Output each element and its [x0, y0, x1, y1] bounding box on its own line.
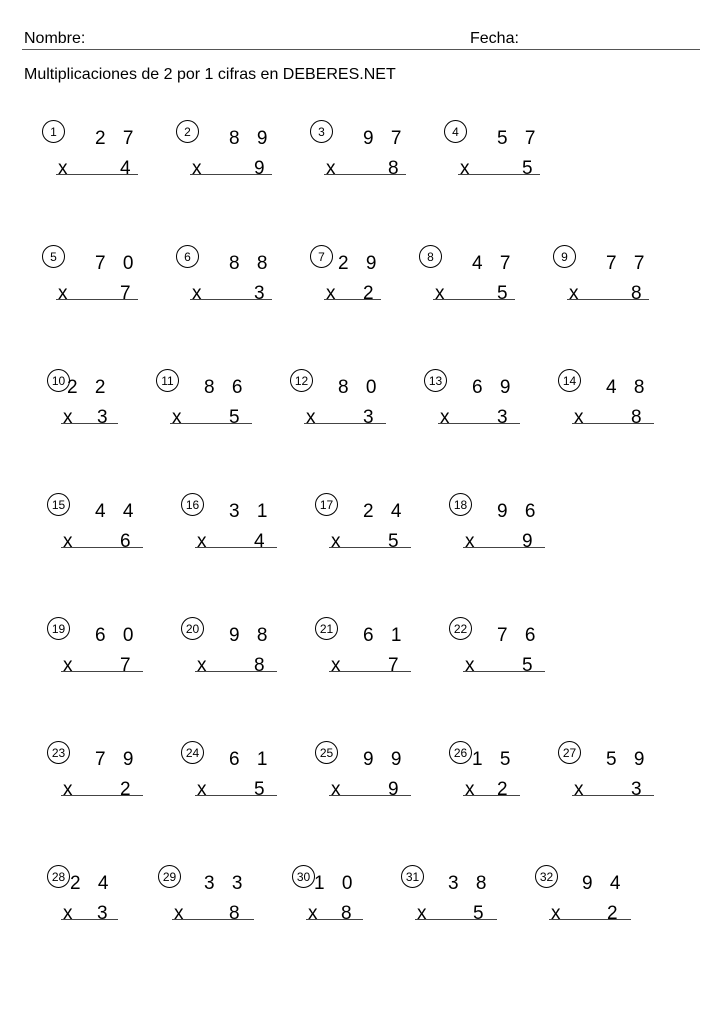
problem-30	[292, 865, 402, 935]
answer-underline	[195, 795, 277, 796]
problem-17	[315, 493, 425, 563]
multiply-sign: x	[331, 531, 347, 552]
multiply-sign: x	[331, 655, 347, 676]
multiplier: 4	[120, 158, 137, 179]
worksheet-title: Multiplicaciones de 2 por 1 cifras en DEBERES.NET	[24, 66, 396, 83]
multiplier: 4	[254, 531, 271, 552]
problem-number-badge: 10	[47, 369, 70, 392]
multiplicand: 4 7	[472, 253, 517, 274]
multiplicand: 6 1	[229, 749, 274, 770]
multiply-sign: x	[63, 655, 79, 676]
problem-number-badge: 4	[444, 120, 467, 143]
problem-2	[176, 120, 286, 190]
answer-underline	[172, 919, 254, 920]
problem-27	[558, 741, 668, 811]
answer-underline	[567, 299, 649, 300]
multiply-sign: x	[326, 283, 342, 304]
multiplier: 9	[388, 779, 405, 800]
multiply-sign: x	[308, 903, 324, 924]
multiply-sign: x	[197, 531, 213, 552]
multiplier: 3	[97, 903, 114, 924]
multiplicand: 2 7	[95, 128, 140, 149]
answer-underline	[56, 174, 138, 175]
problem-14	[558, 369, 668, 439]
multiply-sign: x	[197, 655, 213, 676]
multiplicand: 7 0	[95, 253, 140, 274]
problem-number-badge: 19	[47, 617, 70, 640]
problem-number-badge: 6	[176, 245, 199, 268]
multiplicand: 8 0	[338, 377, 383, 398]
multiply-sign: x	[326, 158, 342, 179]
answer-underline	[170, 423, 252, 424]
answer-underline	[329, 795, 411, 796]
problem-9	[553, 245, 663, 315]
answer-underline	[329, 671, 411, 672]
multiplier: 6	[120, 531, 137, 552]
multiplicand: 6 0	[95, 625, 140, 646]
multiplier: 8	[341, 903, 358, 924]
problem-number-badge: 32	[535, 865, 558, 888]
multiplier: 7	[388, 655, 405, 676]
multiplier: 8	[388, 158, 405, 179]
problem-number-badge: 26	[449, 741, 472, 764]
problem-20	[181, 617, 291, 687]
multiplier: 8	[254, 655, 271, 676]
problem-number-badge: 5	[42, 245, 65, 268]
problem-number-badge: 14	[558, 369, 581, 392]
problem-number-badge: 22	[449, 617, 472, 640]
answer-underline	[61, 795, 143, 796]
problem-number-badge: 28	[47, 865, 70, 888]
problem-6	[176, 245, 286, 315]
problem-7	[310, 245, 420, 315]
multiply-sign: x	[465, 655, 481, 676]
answer-underline	[195, 671, 277, 672]
problem-number-badge: 2	[176, 120, 199, 143]
multiplicand: 7 6	[497, 625, 542, 646]
multiply-sign: x	[569, 283, 585, 304]
problem-23	[47, 741, 157, 811]
problem-number-badge: 3	[310, 120, 333, 143]
multiplicand: 8 9	[229, 128, 274, 149]
multiplicand: 9 7	[363, 128, 408, 149]
answer-underline	[190, 299, 272, 300]
problem-number-badge: 12	[290, 369, 313, 392]
multiply-sign: x	[440, 407, 456, 428]
problem-10	[47, 369, 157, 439]
multiply-sign: x	[192, 158, 208, 179]
nombre-label: Nombre:	[24, 30, 86, 47]
multiplicand: 8 8	[229, 253, 274, 274]
multiplicand: 9 9	[363, 749, 408, 770]
multiply-sign: x	[192, 283, 208, 304]
problem-11	[156, 369, 266, 439]
answer-underline	[195, 547, 277, 548]
multiply-sign: x	[63, 531, 79, 552]
multiplicand: 3 8	[448, 873, 493, 894]
answer-underline	[324, 174, 406, 175]
multiply-sign: x	[58, 283, 74, 304]
multiplier: 8	[229, 903, 246, 924]
problem-16	[181, 493, 291, 563]
answer-underline	[463, 671, 545, 672]
multiplicand: 9 8	[229, 625, 274, 646]
multiplicand: 4 4	[95, 501, 140, 522]
multiply-sign: x	[174, 903, 190, 924]
problem-29	[158, 865, 268, 935]
problem-number-badge: 23	[47, 741, 70, 764]
multiplicand: 2 4	[363, 501, 408, 522]
answer-underline	[61, 671, 143, 672]
problem-number-badge: 11	[156, 369, 179, 392]
multiplicand: 2 2	[67, 377, 112, 398]
answer-underline	[190, 174, 272, 175]
multiplier: 3	[631, 779, 648, 800]
answer-underline	[324, 299, 381, 300]
problem-12	[290, 369, 400, 439]
multiplier: 5	[522, 158, 539, 179]
multiplier: 2	[363, 283, 380, 304]
multiplicand: 4 8	[606, 377, 651, 398]
answer-underline	[572, 423, 654, 424]
problem-32	[535, 865, 645, 935]
problem-number-badge: 29	[158, 865, 181, 888]
multiply-sign: x	[435, 283, 451, 304]
answer-underline	[56, 299, 138, 300]
multiplier: 5	[254, 779, 271, 800]
multiplier: 8	[631, 283, 648, 304]
multiply-sign: x	[574, 407, 590, 428]
problem-18	[449, 493, 559, 563]
problem-number-badge: 15	[47, 493, 70, 516]
multiplier: 3	[363, 407, 380, 428]
multiplier: 3	[497, 407, 514, 428]
problem-22	[449, 617, 559, 687]
answer-underline	[61, 423, 118, 424]
problem-21	[315, 617, 425, 687]
answer-underline	[438, 423, 520, 424]
multiplier: 5	[497, 283, 514, 304]
problem-13	[424, 369, 534, 439]
multiply-sign: x	[63, 779, 79, 800]
multiplier: 9	[522, 531, 539, 552]
problem-1	[42, 120, 152, 190]
multiply-sign: x	[460, 158, 476, 179]
problem-31	[401, 865, 511, 935]
multiplicand: 9 4	[582, 873, 627, 894]
multiplier: 3	[97, 407, 114, 428]
multiply-sign: x	[306, 407, 322, 428]
problem-number-badge: 9	[553, 245, 576, 268]
problem-number-badge: 30	[292, 865, 315, 888]
answer-underline	[61, 919, 118, 920]
multiply-sign: x	[465, 531, 481, 552]
problem-number-badge: 7	[310, 245, 333, 268]
problem-number-badge: 8	[419, 245, 442, 268]
multiplicand: 3 1	[229, 501, 274, 522]
problem-number-badge: 17	[315, 493, 338, 516]
problem-8	[419, 245, 529, 315]
problem-24	[181, 741, 291, 811]
problem-5	[42, 245, 152, 315]
multiply-sign: x	[417, 903, 433, 924]
multiplier: 5	[522, 655, 539, 676]
multiplier: 2	[120, 779, 137, 800]
problem-number-badge: 21	[315, 617, 338, 640]
multiplier: 7	[120, 283, 137, 304]
answer-underline	[306, 919, 363, 920]
multiplicand: 5 7	[497, 128, 542, 149]
multiplier: 5	[473, 903, 490, 924]
multiply-sign: x	[63, 407, 79, 428]
multiplicand: 2 9	[338, 253, 383, 274]
multiplicand: 2 4	[70, 873, 115, 894]
problem-number-badge: 13	[424, 369, 447, 392]
answer-underline	[572, 795, 654, 796]
multiply-sign: x	[551, 903, 567, 924]
multiplicand: 5 9	[606, 749, 651, 770]
problem-19	[47, 617, 157, 687]
problem-15	[47, 493, 157, 563]
answer-underline	[61, 547, 143, 548]
problem-number-badge: 24	[181, 741, 204, 764]
multiplier: 5	[388, 531, 405, 552]
problem-number-badge: 27	[558, 741, 581, 764]
multiplicand: 3 3	[204, 873, 249, 894]
problem-28	[47, 865, 157, 935]
multiplier: 9	[254, 158, 271, 179]
multiplicand: 7 7	[606, 253, 651, 274]
multiply-sign: x	[172, 407, 188, 428]
multiply-sign: x	[58, 158, 74, 179]
multiplier: 8	[631, 407, 648, 428]
multiplier: 5	[229, 407, 246, 428]
answer-underline	[458, 174, 540, 175]
multiplicand: 6 9	[472, 377, 517, 398]
problem-3	[310, 120, 420, 190]
multiply-sign: x	[574, 779, 590, 800]
problem-4	[444, 120, 554, 190]
multiply-sign: x	[197, 779, 213, 800]
multiplier: 3	[254, 283, 271, 304]
multiplicand: 7 9	[95, 749, 140, 770]
answer-underline	[549, 919, 631, 920]
multiplicand: 9 6	[497, 501, 542, 522]
problem-number-badge: 20	[181, 617, 204, 640]
answer-underline	[463, 547, 545, 548]
fecha-label: Fecha:	[470, 30, 519, 47]
multiplicand: 1 5	[472, 749, 517, 770]
problem-number-badge: 25	[315, 741, 338, 764]
problem-number-badge: 31	[401, 865, 424, 888]
multiplier: 2	[497, 779, 514, 800]
multiply-sign: x	[63, 903, 79, 924]
problem-number-badge: 16	[181, 493, 204, 516]
answer-underline	[433, 299, 515, 300]
answer-underline	[463, 795, 520, 796]
multiply-sign: x	[331, 779, 347, 800]
multiplicand: 8 6	[204, 377, 249, 398]
multiplier: 2	[607, 903, 624, 924]
multiplicand: 6 1	[363, 625, 408, 646]
problem-26	[449, 741, 559, 811]
multiplicand: 1 0	[314, 873, 359, 894]
problem-number-badge: 18	[449, 493, 472, 516]
answer-underline	[304, 423, 386, 424]
problem-number-badge: 1	[42, 120, 65, 143]
answer-underline	[329, 547, 411, 548]
answer-underline	[415, 919, 497, 920]
multiply-sign: x	[465, 779, 481, 800]
multiplier: 7	[120, 655, 137, 676]
problem-25	[315, 741, 425, 811]
